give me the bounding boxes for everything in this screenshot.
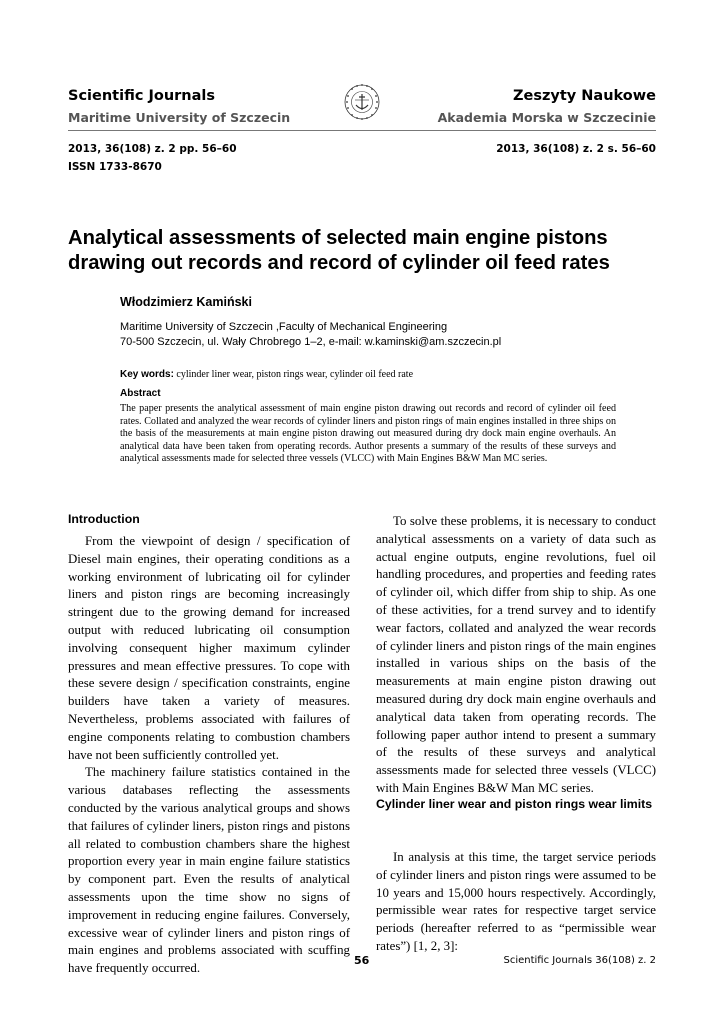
right-column-continued [376,849,656,956]
publisher-en: Maritime University of Szczecin [68,110,291,125]
abstract-text: The paper presents the analytical assessment of main engine piston drawing out records and record of cylinder oil feed rates. Collated and analyzed the wear records of cylinder liners and piston rings of main engines installed in three ships on the basis of the measurements at main engine piston drawing out measured during dry dock main engine overhauls. An analytical data have been taken from operating records. Author presents a summary of the results of these surveys and analytical assessments made for selected three vessels (VLCC) with Main Engines B&W Man MC series. [120,403,616,464]
paragraph: To solve these problems, it is necessary to conduct analytical assessments on a variety of data such as actual engine outputs, engine revolutions, fuel oil handling procedures, and properties and feeding rates of cylinder oil, which differ from ship to ship. As one of these activities, for a trend survey and to identify wear factors, collated and analyzed the wear records of cylinder liners and piston rings of the main engines installed in various ships on the basis of the measurements at main engine piston drawing out measured during dry dock main engine overhauls and analytical data taken from operating records. The following paper author intend to present a summary of the results of these surveys and analytical assessments made for selected three vessels (VLCC) with Main Engines B&W Man MC series. [376,514,656,795]
keywords-text: cylinder liner wear, piston rings wear, cylinder oil feed rate [176,369,414,380]
affiliation [120,320,501,350]
keywords-label: Key words: [120,369,174,380]
author-name: Włodzimierz Kamiński [120,295,252,309]
right-column [376,513,656,798]
affiliation-line-2: 70-500 Szczecin, ul. Wały Chrobrego 1–2, e-mail: w.kaminski@am.szczecin.pl [120,336,502,348]
citation-pl: 2013, 36(108) z. 2 s. 56–60 [496,143,656,155]
abstract-heading: Abstract [120,388,161,399]
header-left [68,86,290,128]
footer-journal: Scientific Journals 36(108) z. 2 [503,955,656,966]
left-column [68,533,350,978]
university-seal-logo [342,80,382,126]
citation-left [68,140,237,176]
header-right [438,86,656,128]
paragraph: From the viewpoint of design / specification of Diesel main engines, their operating conditions as a working environment of lubricating oil for cylinder liners and piston rings are becoming increasingly stringent due to the growing demand for increased output with reduced lubricating oil consumption involving consequent higher maximum cylinder pressures and mean effective pressures. To cope with these severe design / specification constraints, engine builders have taken a variety of measures. Nevertheless, problems associated with failures of engine components relating to combustion chambers have not been sufficiently controlled yet. [68,534,350,762]
publisher-pl: Akademia Morska w Szczecinie [437,110,656,125]
issn: ISSN 1733-8670 [68,161,162,173]
keywords [120,369,413,380]
affiliation-line-1: Maritime University of Szczecin ,Faculty of Mechanical Engineering [120,321,448,333]
header-divider [68,130,656,131]
citation-en: 2013, 36(108) z. 2 pp. 56–60 [68,143,237,155]
paragraph: The machinery failure statistics contained in the various databases reflecting the assessments conducted by the various analytical groups and shows that failures of cylinder liners, piston rings and pistons all related to combustion chambers share the highest proportion every year in main engine failure statistics by component part. Even the results of analytical assessments upon the time show no signs of improvement in reducing engine failures. Conversely, excessive wear of cylinder liners and piston rings of main engines and problems associated with scuffing have frequently occurred. [68,765,350,976]
journal-name-pl: Zeszyty Naukowe [513,88,656,104]
section-heading-cylinder-liner-wear: Cylinder liner wear and piston rings wear limits [376,797,653,811]
paper-title: Analytical assessments of selected main engine pistons drawing out records and record of cylinder oil feed rates [68,227,610,274]
page-number: 56 [354,954,370,967]
journal-name-en: Scientific Journals [68,88,215,104]
section-heading-introduction: Introduction [68,512,140,526]
paragraph: In analysis at this time, the target service periods of cylinder liners and piston rings were assumed to be 10 years and 15,000 hours respectively. Accordingly, permissible wear rates for respective target service periods (hereafter referred to as “permissible wear rates”) [1, 2, 3]: [376,850,656,953]
